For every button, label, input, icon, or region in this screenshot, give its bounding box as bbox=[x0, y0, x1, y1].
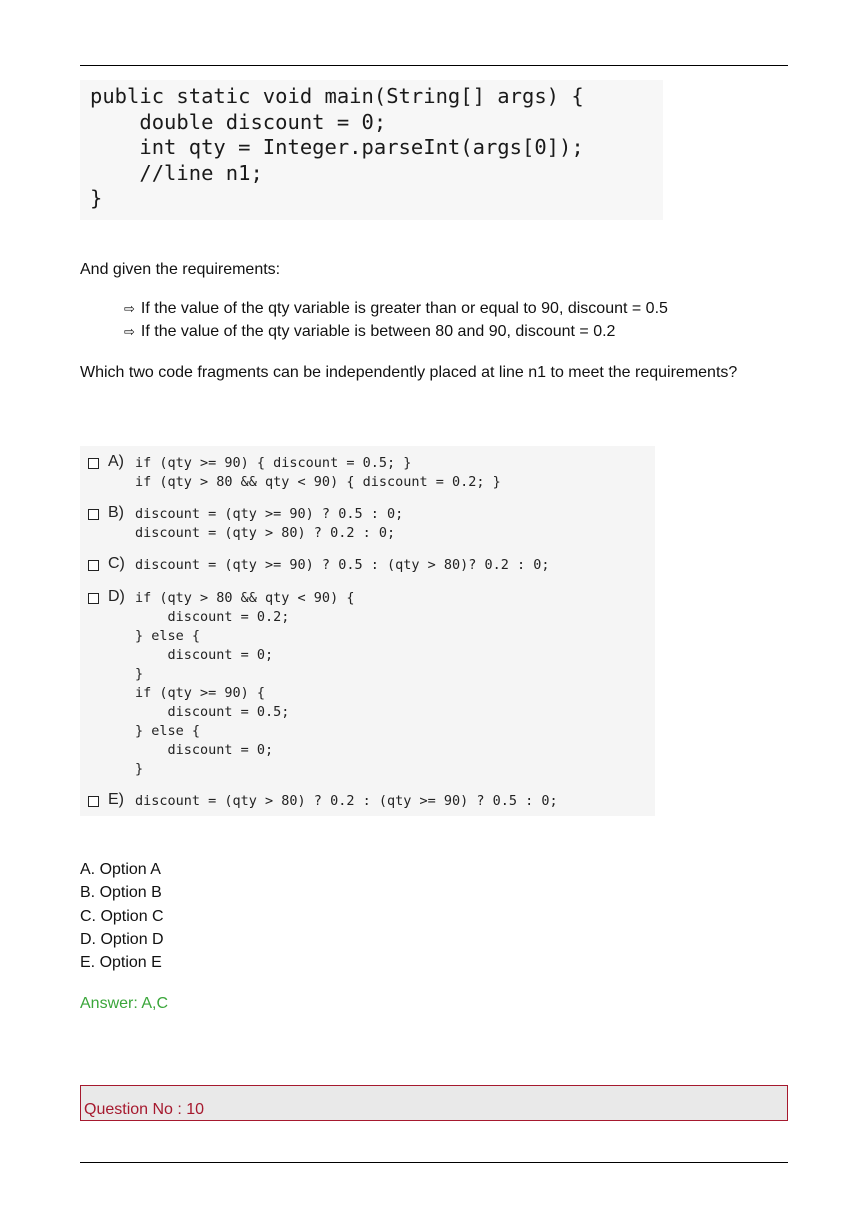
answer-choice: C. Option C bbox=[80, 907, 164, 925]
answer-text: Answer: A,C bbox=[80, 995, 169, 1012]
answer-choices bbox=[80, 858, 164, 974]
option-code-line: if (qty > 80 && qty < 90) { bbox=[135, 590, 355, 606]
requirement-text: If the value of the qty variable is between 80 and 90, discount = 0.2 bbox=[140, 323, 616, 340]
requirement-item bbox=[124, 320, 615, 344]
header-rule bbox=[80, 65, 788, 66]
requirements-intro: And given the requirements: bbox=[80, 261, 281, 278]
code-line: //line n1; bbox=[90, 160, 263, 185]
option-code-line: } else { bbox=[135, 628, 201, 644]
option-code-line: discount = 0.5; bbox=[135, 704, 290, 720]
answer-choice: B. Option B bbox=[80, 884, 162, 902]
question-number: Question No : 10 bbox=[84, 1101, 205, 1118]
option-code-line: discount = (qty >= 90) ? 0.5 : (qty > 80)? 0.2 : 0; bbox=[135, 557, 550, 573]
code-line: } bbox=[90, 186, 103, 210]
checkbox-icon bbox=[88, 509, 99, 520]
code-options-image bbox=[80, 446, 655, 816]
option-code-line: if (qty >= 90) { discount = 0.5; } bbox=[135, 455, 412, 471]
option-code-line: discount = 0; bbox=[135, 742, 274, 758]
option-label: A) bbox=[108, 453, 124, 470]
option-code-line: } else { bbox=[135, 723, 201, 739]
code-line: double discount = 0; bbox=[90, 109, 387, 134]
option-label: C) bbox=[108, 555, 125, 572]
answer-choice: D. Option D bbox=[80, 930, 164, 948]
code-line: public static void main(String[] args) { bbox=[90, 84, 584, 108]
option-label: B) bbox=[108, 504, 124, 521]
checkbox-icon bbox=[88, 796, 99, 807]
option-code-line: } bbox=[135, 666, 144, 682]
option-label: D) bbox=[108, 588, 125, 605]
checkbox-icon bbox=[88, 593, 99, 604]
footer-rule bbox=[80, 1162, 788, 1163]
requirement-text: If the value of the qty variable is greater than or equal to 90, discount = 0.5 bbox=[140, 300, 668, 317]
question-header bbox=[80, 1085, 788, 1121]
option-code-line: } bbox=[135, 761, 144, 777]
option-code-line: if (qty >= 90) { bbox=[135, 685, 266, 701]
option-code-line: discount = (qty > 80) ? 0.2 : 0; bbox=[135, 525, 396, 541]
arrow-bullet-icon: ⇨ bbox=[124, 325, 135, 340]
option-code-line: discount = (qty > 80) ? 0.2 : (qty >= 90) ? 0.5 : 0; bbox=[135, 793, 558, 809]
answer-choice: E. Option E bbox=[80, 954, 162, 972]
requirement-item bbox=[124, 297, 668, 321]
arrow-bullet-icon: ⇨ bbox=[124, 302, 135, 317]
answer-choice: A. Option A bbox=[80, 861, 161, 878]
option-code-line: if (qty > 80 && qty < 90) { discount = 0.2; } bbox=[135, 474, 501, 490]
option-code-line: discount = (qty >= 90) ? 0.5 : 0; bbox=[135, 506, 404, 522]
option-code-line: discount = 0.2; bbox=[135, 609, 290, 625]
checkbox-icon bbox=[88, 458, 99, 469]
code-line: int qty = Integer.parseInt(args[0]); bbox=[90, 135, 584, 159]
checkbox-icon bbox=[88, 560, 99, 571]
question-text: Which two code fragments can be independently placed at line n1 to meet the requirements? bbox=[80, 364, 738, 381]
code-snippet-image bbox=[80, 80, 663, 220]
option-label: E) bbox=[108, 791, 124, 808]
option-code-line: discount = 0; bbox=[135, 647, 274, 663]
